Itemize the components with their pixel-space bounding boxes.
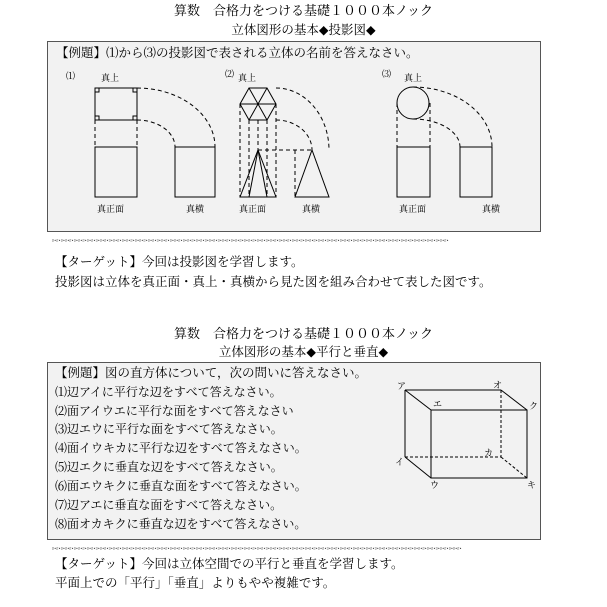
- vertex-u: ウ: [430, 481, 440, 491]
- section2-target-line1: 【ターゲット】今回は立体空間での平行と垂直を学習します。: [55, 556, 404, 571]
- figure-3-side-label: 真横: [482, 205, 501, 215]
- section2-title: 算数 合格力をつける基礎１０００本ノック: [173, 327, 434, 342]
- figure-2-front-label: 真正面: [239, 205, 267, 215]
- figure-3-number: ⑶: [382, 70, 392, 80]
- question-6: ⑹面エウキクに垂直な面をすべて答えなさい。: [55, 479, 307, 493]
- figure-2-side-label: 真横: [302, 205, 321, 215]
- figure-1-side-label: 真横: [186, 205, 205, 215]
- figure-1-number: ⑴: [66, 72, 76, 82]
- vertex-ka: カ: [484, 449, 494, 459]
- figure-3-front-label: 真正面: [399, 205, 427, 215]
- figure-2-top-label: 真上: [238, 74, 257, 84]
- question-2: ⑵面アイウエに平行な面をすべて答えなさい: [55, 404, 294, 418]
- question-4: ⑷面イウキカに平行な辺をすべて答えなさい。: [55, 441, 307, 455]
- section2-target-line2: 平面上での「平行」「垂直」よりもやや複雑です。: [55, 575, 336, 590]
- section1-target-line2: 投影図は立体を真正面・真上・真横から見た図を組み合わせて表した図です。: [55, 274, 492, 289]
- example-2-text: 【例題】図の直方体について，次の問いに答えなさい。: [55, 365, 368, 380]
- section1-target-line1: 【ターゲット】今回は投影図を学習します。: [55, 254, 304, 269]
- example-1-text: 【例題】⑴から⑶の投影図で表される立体の名前を答えなさい。: [56, 45, 419, 60]
- question-8: ⑻面オカキクに垂直な辺をすべて答えなさい。: [55, 517, 307, 531]
- section2-subtitle: 立体図形の基本◆平行と垂直◆: [218, 344, 389, 359]
- section1-subtitle: 立体図形の基本◆投影図◆: [231, 22, 376, 37]
- section1-title: 算数 合格力をつける基礎１０００本ノック: [173, 4, 434, 19]
- vertex-ku: ク: [529, 402, 539, 412]
- vertex-e: エ: [433, 400, 443, 410]
- vertex-a: ア: [397, 382, 407, 392]
- question-5: ⑸辺エクに垂直な辺をすべて答えなさい。: [55, 460, 283, 474]
- vertex-i: イ: [395, 458, 405, 468]
- question-7: ⑺辺アエに垂直な面をすべて答えなさい。: [55, 498, 283, 512]
- figure-3-top-label: 真上: [404, 74, 423, 84]
- question-3: ⑶辺エウに平行な面をすべて答えなさい。: [55, 422, 283, 436]
- decorative-divider-2: ﾛ•ﾛ•ﾛ•ﾛ•ﾛ•ﾛ•ﾛ•ﾛ•ﾛ•ﾛ•ﾛ•ﾛ•ﾛ•ﾛ•ﾛ•ﾛ•ﾛ•ﾛ•ﾛ•ﾛ•ﾛ•ﾛ•ﾛ•ﾛ•ﾛ•ﾛ•ﾛ•ﾛ•ﾛ•ﾛ•ﾛ•ﾛ•ﾛ•ﾛ•ﾛ•ﾛ•ﾛ•ﾛ•ﾛ•ﾛ•ﾛ•ﾛ•ﾛ•ﾛ•ﾛ•ﾛ•ﾛ•ﾛ•ﾛ•ﾛ•ﾛ•ﾛ•ﾛ•ﾛ•ﾛ•ﾛ•ﾛ•ﾛ•ﾛ•ﾛ•ﾛ•ﾛ•ﾛ•ﾛ•ﾛ•ﾛ•ﾛ•ﾛ•ﾛ•ﾛ•ﾛ•ﾛ•ﾛ•ﾛ•ﾛ•ﾛ•ﾛ•ﾛ•ﾛ•ﾛ•ﾛ•ﾛ•ﾛ•ﾛ•ﾛ•ﾛ•ﾛ•ﾛ•ﾛ•ﾛ•ﾛ•ﾛ•ﾛ•ﾛ•: [52, 546, 462, 551]
- vertex-o: オ: [493, 381, 503, 391]
- decorative-divider-1: ﾛ•ﾛ•ﾛ•ﾛ•ﾛ•ﾛ•ﾛ•ﾛ•ﾛ•ﾛ•ﾛ•ﾛ•ﾛ•ﾛ•ﾛ•ﾛ•ﾛ•ﾛ•ﾛ•ﾛ•ﾛ•ﾛ•ﾛ•ﾛ•ﾛ•ﾛ•ﾛ•ﾛ•ﾛ•ﾛ•ﾛ•ﾛ•ﾛ•ﾛ•ﾛ•ﾛ•ﾛ•ﾛ•ﾛ•ﾛ•ﾛ•ﾛ•ﾛ•ﾛ•ﾛ•ﾛ•ﾛ•ﾛ•ﾛ•ﾛ•ﾛ•ﾛ•ﾛ•ﾛ•ﾛ•ﾛ•ﾛ•ﾛ•ﾛ•ﾛ•ﾛ•ﾛ•ﾛ•ﾛ•ﾛ•ﾛ•ﾛ•ﾛ•ﾛ•ﾛ•ﾛ•ﾛ•ﾛ•ﾛ•ﾛ•ﾛ•ﾛ•ﾛ•ﾛ•ﾛ•ﾛ•ﾛ•ﾛ•ﾛ•ﾛ•ﾛ•ﾛ•ﾛ•ﾛ•ﾛ•ﾛ•: [52, 238, 449, 243]
- question-1: ⑴辺アイに平行な辺をすべて答えなさい。: [55, 385, 282, 399]
- figure-2-number: ⑵: [225, 70, 235, 80]
- figure-1-top-label: 真上: [101, 74, 120, 84]
- figure-1-front-label: 真正面: [97, 205, 125, 215]
- vertex-ki: キ: [527, 481, 537, 491]
